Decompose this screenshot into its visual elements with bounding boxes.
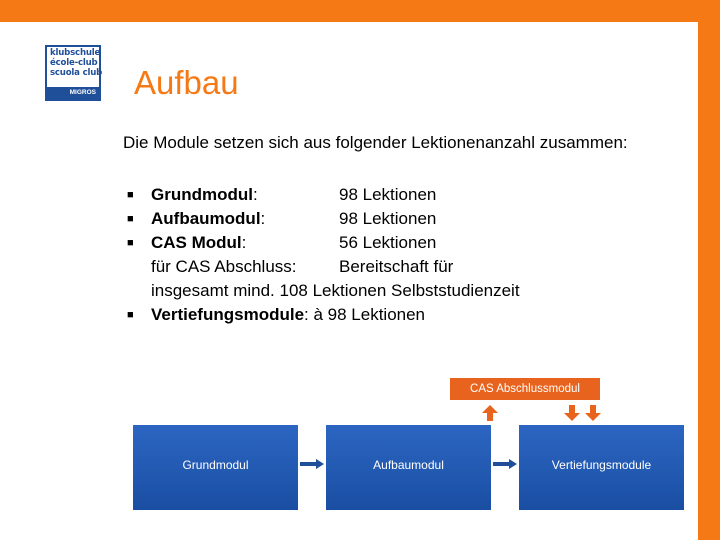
bullet-marker: ■ [127,213,134,225]
intro-text: Die Module setzen sich aus folgender Lektionenanzahl zusammen: [123,133,628,152]
flow-arrow-icon [300,459,324,469]
bullet-label: CAS Modul [151,233,242,252]
bullet-value: 56 Lektionen [339,233,437,252]
bullet-label: Grundmodul [151,185,253,204]
bullet-rest: : à 98 Lektionen [304,305,426,324]
logo-line-2: école-club [50,58,98,68]
bullet-marker: ■ [127,189,134,201]
bullet-label: Vertiefungsmodule [151,305,305,324]
arrow-down-icon [584,404,602,422]
module-box-grundmodul: Grundmodul [133,425,298,510]
bullet-label: Aufbaumodul [151,209,261,228]
bullet-colon: : [241,233,247,252]
bullet-marker: ■ [127,309,134,321]
arrow-up-icon [481,404,499,422]
right-accent-bar [698,0,720,540]
slide-title: Aufbau [134,64,239,101]
bullet-marker: ■ [127,237,134,249]
flow-arrow-icon [493,459,517,469]
bullet-colon: : [260,209,266,228]
logo-line-3: scuola club [50,68,103,78]
cas-note-text: insgesamt mind. 108 Lektionen Selbststudienzeit [151,281,520,300]
module-box-vertiefungsmodule: Vertiefungsmodule [519,425,684,510]
top-accent-bar [0,0,720,22]
bullet-value: 98 Lektionen [339,185,437,204]
arrow-down-icon [563,404,581,422]
module-box-aufbaumodul: Aufbaumodul [326,425,491,510]
logo-brand: MIGROS [47,87,99,99]
logo-text [50,48,102,78]
bullet-value: 98 Lektionen [339,209,437,228]
cas-note-left: für CAS Abschluss: [151,257,297,276]
cas-abschlussmodul-box: CAS Abschlussmodul [450,378,600,400]
bullet-colon: : [252,185,258,204]
logo-line-1: klubschule [50,48,101,58]
klubschule-logo [45,45,101,101]
cas-note-right: Bereitschaft für [339,257,454,276]
